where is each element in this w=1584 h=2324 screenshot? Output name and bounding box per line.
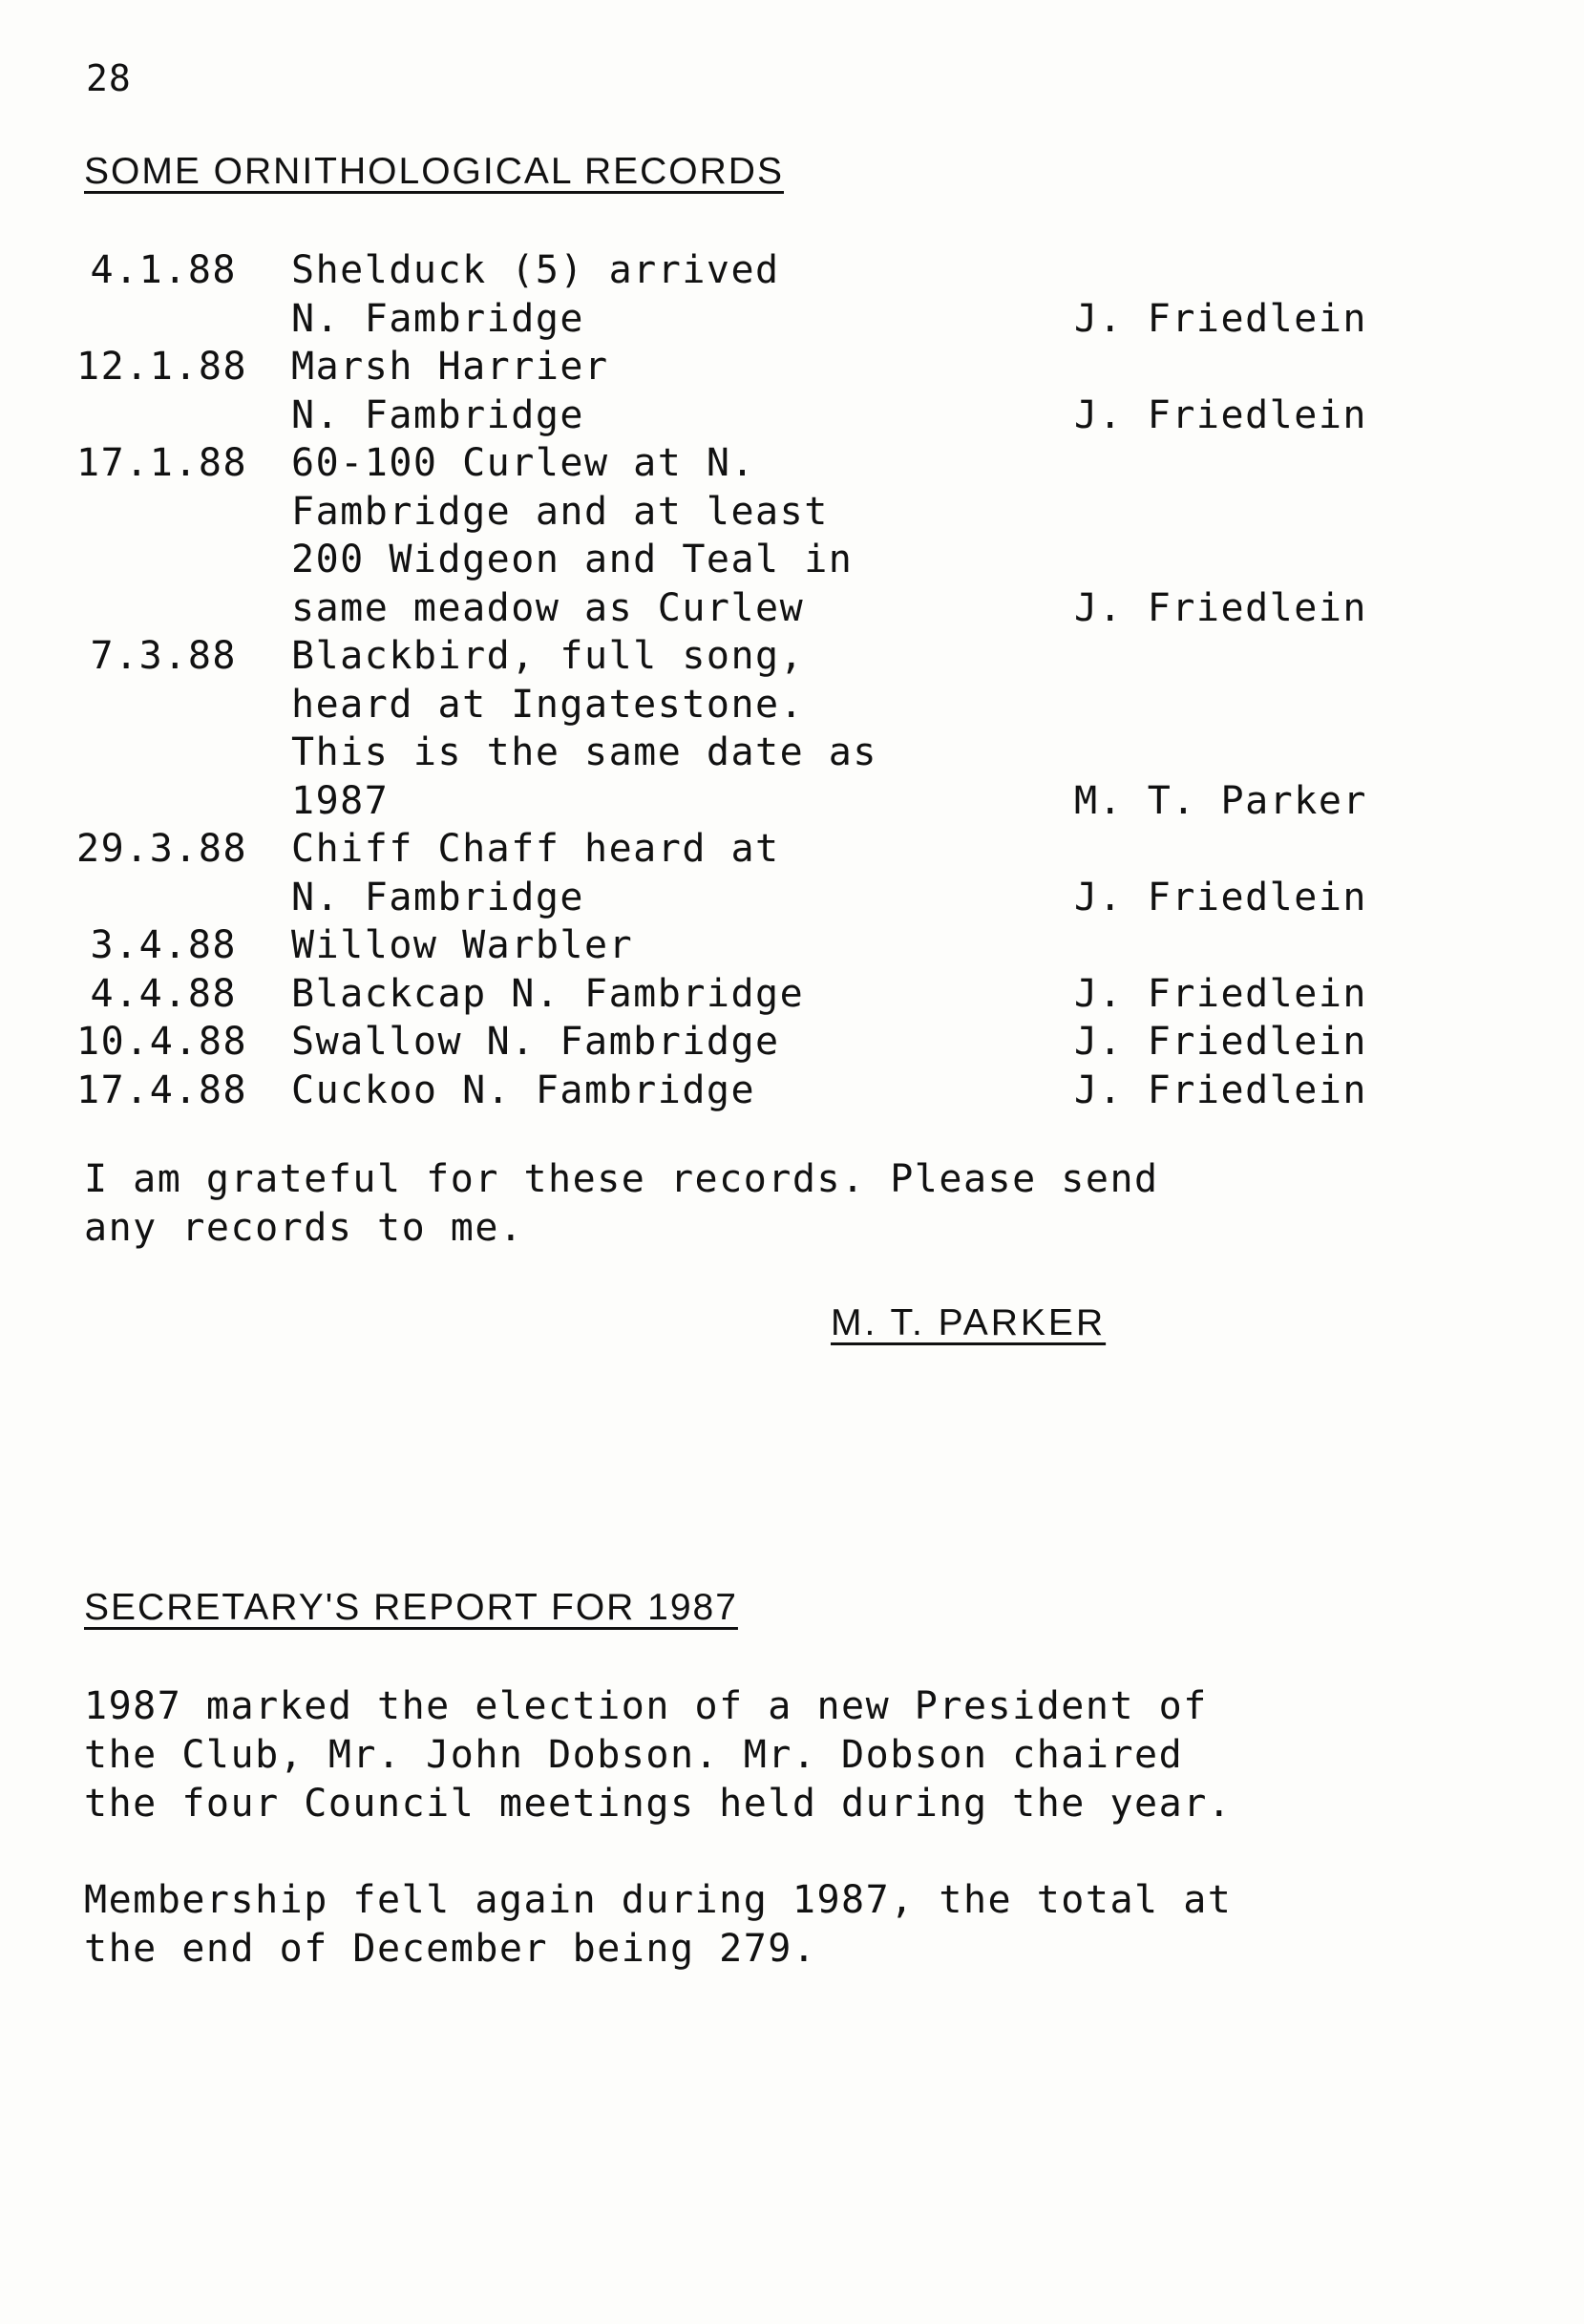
record-row — [76, 1067, 1470, 1115]
record-row — [76, 921, 1470, 970]
record-description-line: 200 Widgeon and Teal in — [291, 538, 854, 581]
paragraph-line: the four Council meetings held during the year. — [84, 1782, 1233, 1826]
record-date: 7.3.88 — [90, 634, 237, 678]
record-description — [291, 921, 1074, 970]
record-description-line: N. Fambridge — [291, 392, 584, 437]
record-description-line: N. Fambridge — [291, 875, 584, 919]
records-table — [76, 246, 1470, 1114]
record-description-line: Chiff Chaff heard at — [291, 827, 780, 871]
paragraph-line: the end of December being 279. — [84, 1927, 817, 1971]
record-description-line: Blackcap N. Fambridge — [291, 971, 805, 1016]
record-row — [76, 825, 1470, 921]
record-observer: J. Friedlein — [1074, 1020, 1367, 1064]
page-number: 28 — [86, 57, 132, 99]
record-description-line: 1987 — [291, 778, 390, 823]
paragraph-line: Membership fell again during 1987, the total at — [84, 1878, 1233, 1922]
record-observer: J. Friedlein — [1074, 875, 1367, 919]
record-date: 17.4.88 — [76, 1067, 248, 1112]
record-description-line: heard at Ingatestone. — [291, 682, 805, 727]
record-description — [291, 343, 1074, 439]
record-date: 12.1.88 — [76, 345, 248, 389]
record-description — [291, 970, 1074, 1019]
secretary-report-heading: SECRETARY'S REPORT FOR 1987 — [84, 1587, 738, 1628]
record-date: 29.3.88 — [76, 827, 248, 871]
record-row — [76, 439, 1470, 632]
record-description — [291, 246, 1074, 343]
record-row — [76, 1018, 1470, 1067]
record-row — [76, 632, 1470, 825]
record-description-line: same meadow as Curlew — [291, 585, 805, 630]
record-description — [291, 1067, 1074, 1115]
record-description-line: 60-100 Curlew at N. — [291, 441, 756, 485]
record-date: 10.4.88 — [76, 1020, 248, 1064]
record-description-line: Fambridge and at least — [291, 489, 829, 534]
record-date: 4.1.88 — [90, 248, 237, 292]
record-description-line: N. Fambridge — [291, 296, 584, 341]
record-description — [291, 632, 1074, 825]
record-description — [291, 825, 1074, 921]
ornithological-records-heading: SOME ORNITHOLOGICAL RECORDS — [84, 151, 784, 192]
record-observer: J. Friedlein — [1074, 971, 1367, 1016]
record-observer: J. Friedlein — [1074, 585, 1367, 630]
closing-paragraph — [84, 1155, 1159, 1253]
record-description-line: Cuckoo N. Fambridge — [291, 1067, 756, 1112]
record-row — [76, 970, 1470, 1019]
paragraph-line: the Club, Mr. John Dobson. Mr. Dobson chaired — [84, 1733, 1184, 1777]
paragraph-line: I am grateful for these records. Please send — [84, 1157, 1159, 1201]
record-observer: J. Friedlein — [1074, 296, 1367, 341]
author-signature: M. T. PARKER — [831, 1302, 1107, 1343]
record-row — [76, 343, 1470, 439]
record-observer: J. Friedlein — [1074, 1067, 1367, 1112]
record-date: 4.4.88 — [90, 971, 237, 1016]
record-description-line: Shelduck (5) arrived — [291, 248, 780, 292]
record-observer: M. T. Parker — [1074, 778, 1367, 823]
record-description-line: Blackbird, full song, — [291, 634, 805, 678]
president-paragraph — [84, 1682, 1232, 1828]
record-row — [76, 246, 1470, 343]
membership-paragraph — [84, 1876, 1232, 1974]
paragraph-line: any records to me. — [84, 1206, 524, 1250]
record-date: 3.4.88 — [90, 923, 237, 967]
record-description — [291, 1018, 1074, 1067]
record-description — [291, 439, 1074, 632]
record-date: 17.1.88 — [76, 441, 248, 485]
record-observer: J. Friedlein — [1074, 392, 1367, 437]
record-description-line: This is the same date as — [291, 730, 877, 774]
record-description-line: Willow Warbler — [291, 923, 634, 967]
record-description-line: Marsh Harrier — [291, 345, 609, 389]
record-description-line: Swallow N. Fambridge — [291, 1020, 780, 1064]
paragraph-line: 1987 marked the election of a new President of — [84, 1684, 1208, 1728]
